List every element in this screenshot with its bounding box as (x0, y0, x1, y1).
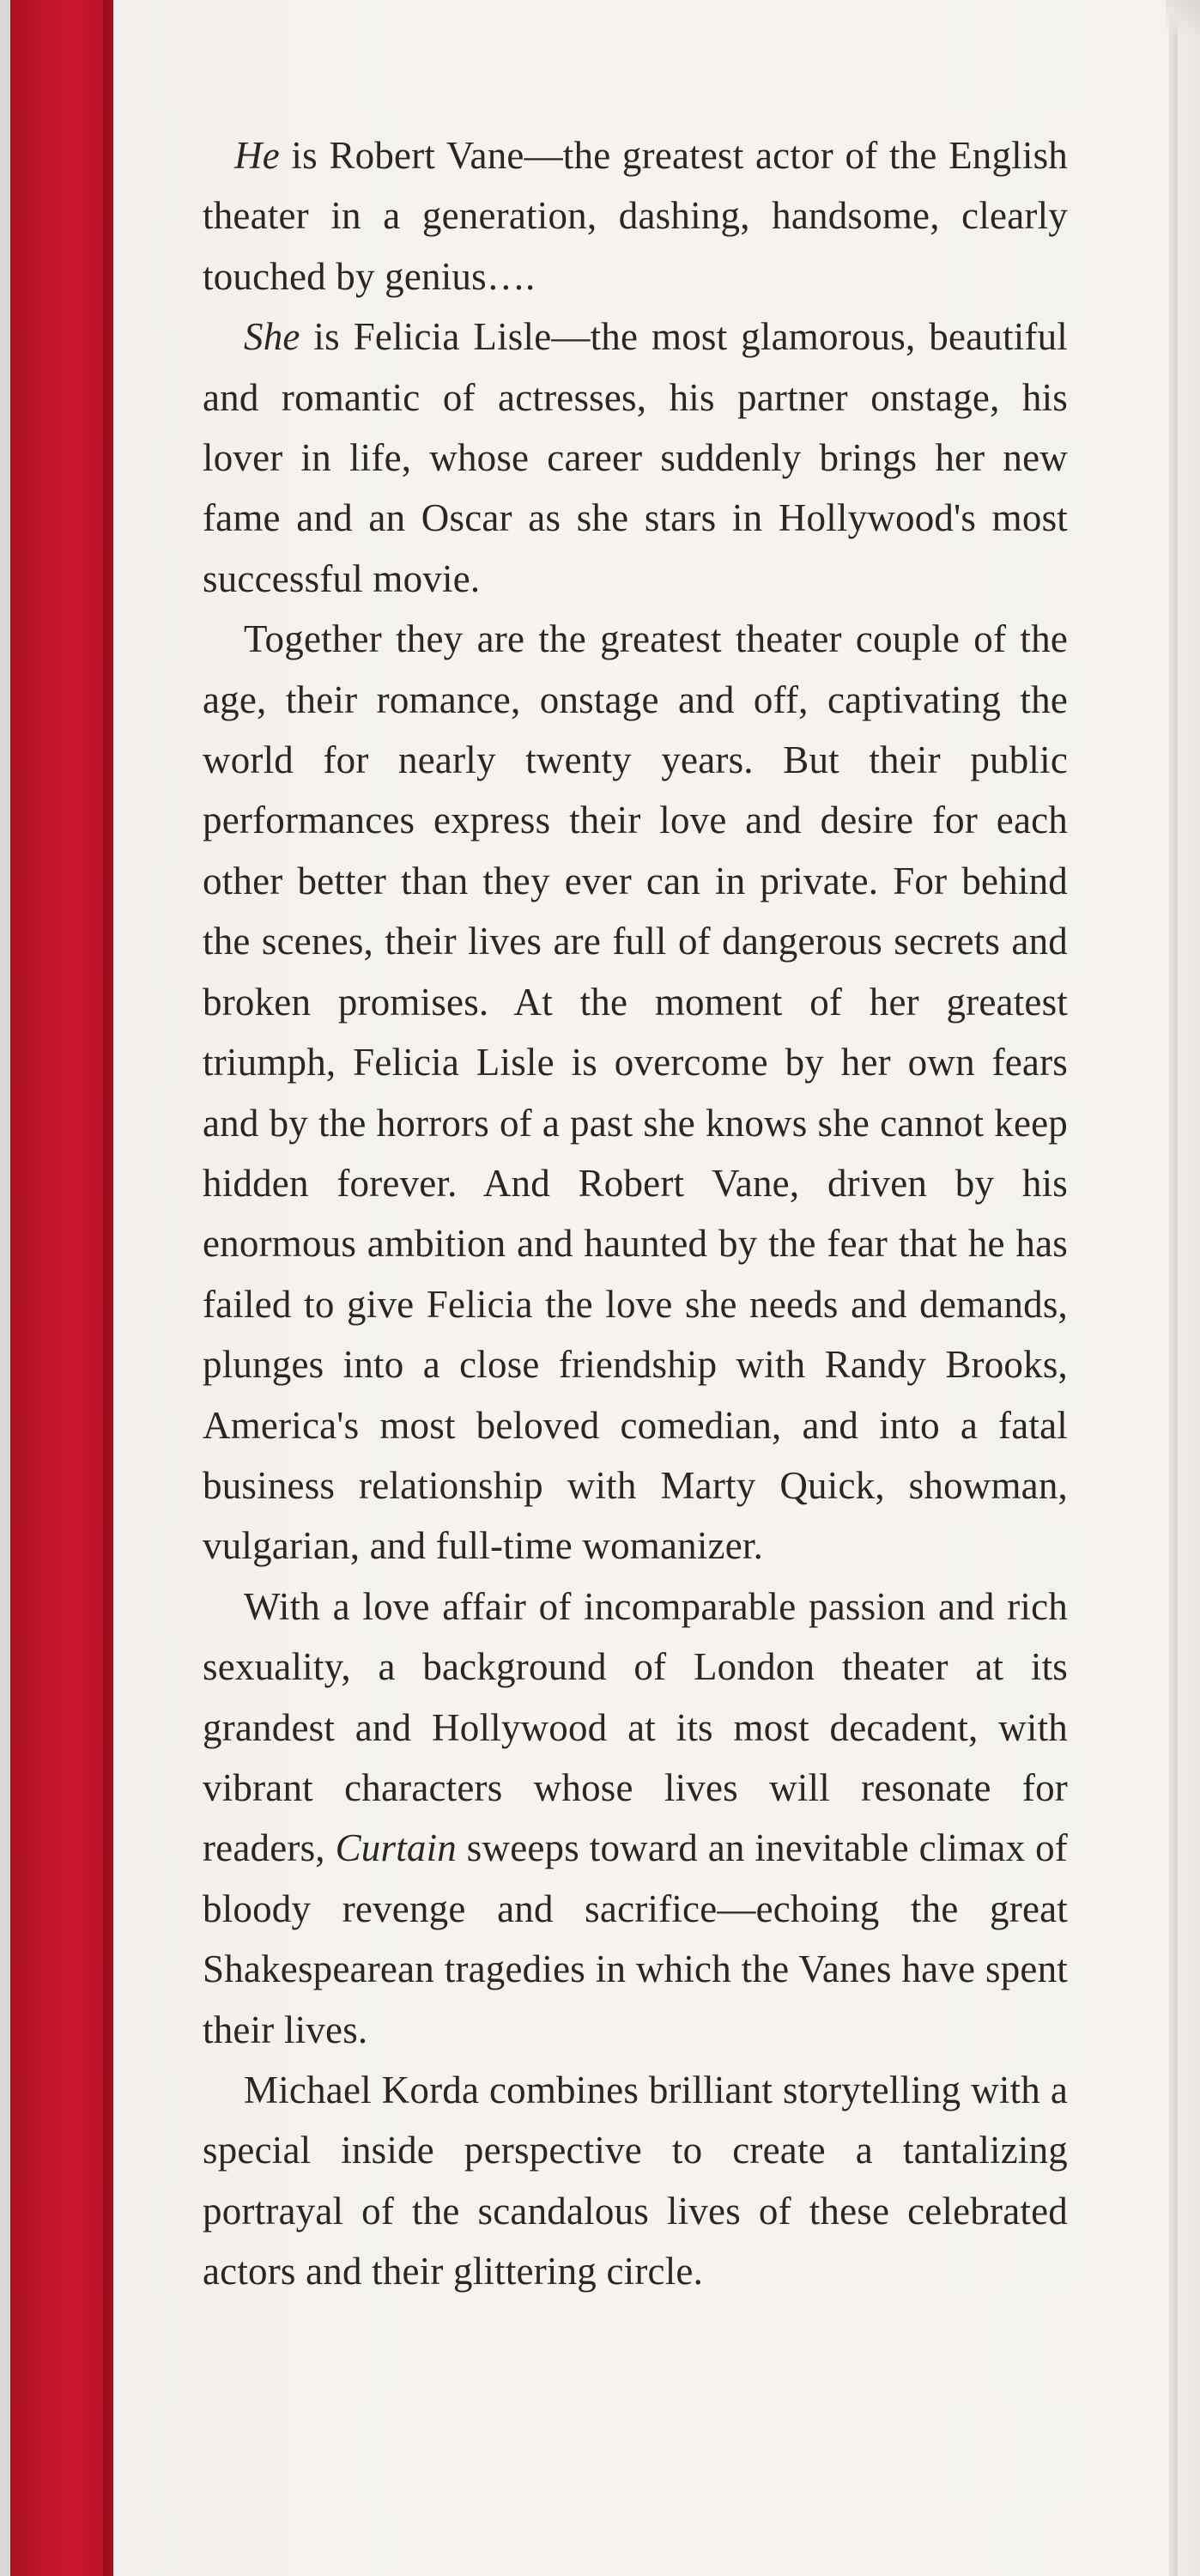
paragraph-1-text: is Robert Vane—the greatest actor of the English theater in a generation, dashing, handsome, clearly touched by genius…. (203, 134, 1068, 298)
back-board-edge (1178, 0, 1200, 2576)
paragraph-4 (203, 1577, 1068, 2060)
book-title: Curtain (335, 1826, 457, 1870)
corner-fold (1166, 0, 1200, 34)
paragraph-4-text-b: sweeps toward an inevitable climax of bloody revenge and sacrifice—echoing the great Shakespearean tragedies in which the Vanes have spent their lives. (203, 1826, 1068, 2051)
flap-right-edge (1169, 0, 1178, 2576)
paragraph-3: Together they are the greatest theater couple of the age, their romance, onstage and off, captivating the world for nearly twenty years. But their public performances express their love and desire for each other better than they ever can in private. For behind the scenes, their lives are full of dangerous secrets and broken promises. At the moment of her greatest triumph, Felicia Lisle is overcome by her own fears and by the horrors of a past she knows she cannot keep hidden forever. And Robert Vane, driven by his enormous ambition and haunted by the fear that he has failed to give Felicia the love she needs and demands, plunges into a close friendship with Randy Brooks, America's most beloved comedian, and into a fatal business relationship with Marty Quick, showman, vulgarian, and full-time womanizer. (203, 617, 1068, 1568)
paragraph-1 (203, 125, 1068, 307)
paragraph-5: Michael Korda combines brilliant storytelling with a special inside perspective to create a tantalizing portrayal of the scandalous lives of these celebrated actors and their glittering circle. (203, 2069, 1068, 2293)
paragraph-4-text-a: With a love affair of incomparable passion and rich sexuality, a background of London theater at its grandest and Hollywood at its most decadent, with vibrant characters whose lives will resonate for readers, (203, 1584, 1068, 1870)
paragraph-2-lead: She (244, 315, 300, 359)
flap-copy (203, 125, 1068, 2302)
red-spine-strip (10, 0, 113, 2576)
paragraph-2 (203, 307, 1068, 609)
left-page-edge (0, 0, 10, 2576)
paragraph-2-text: is Felicia Lisle—the most glamorous, beautiful and romantic of actresses, his partner onstage, his lover in life, whose career suddenly brings her new fame and an Oscar as she stars in Hollywood's most successful movie. (203, 315, 1068, 600)
paragraph-1-lead: He (234, 134, 280, 177)
